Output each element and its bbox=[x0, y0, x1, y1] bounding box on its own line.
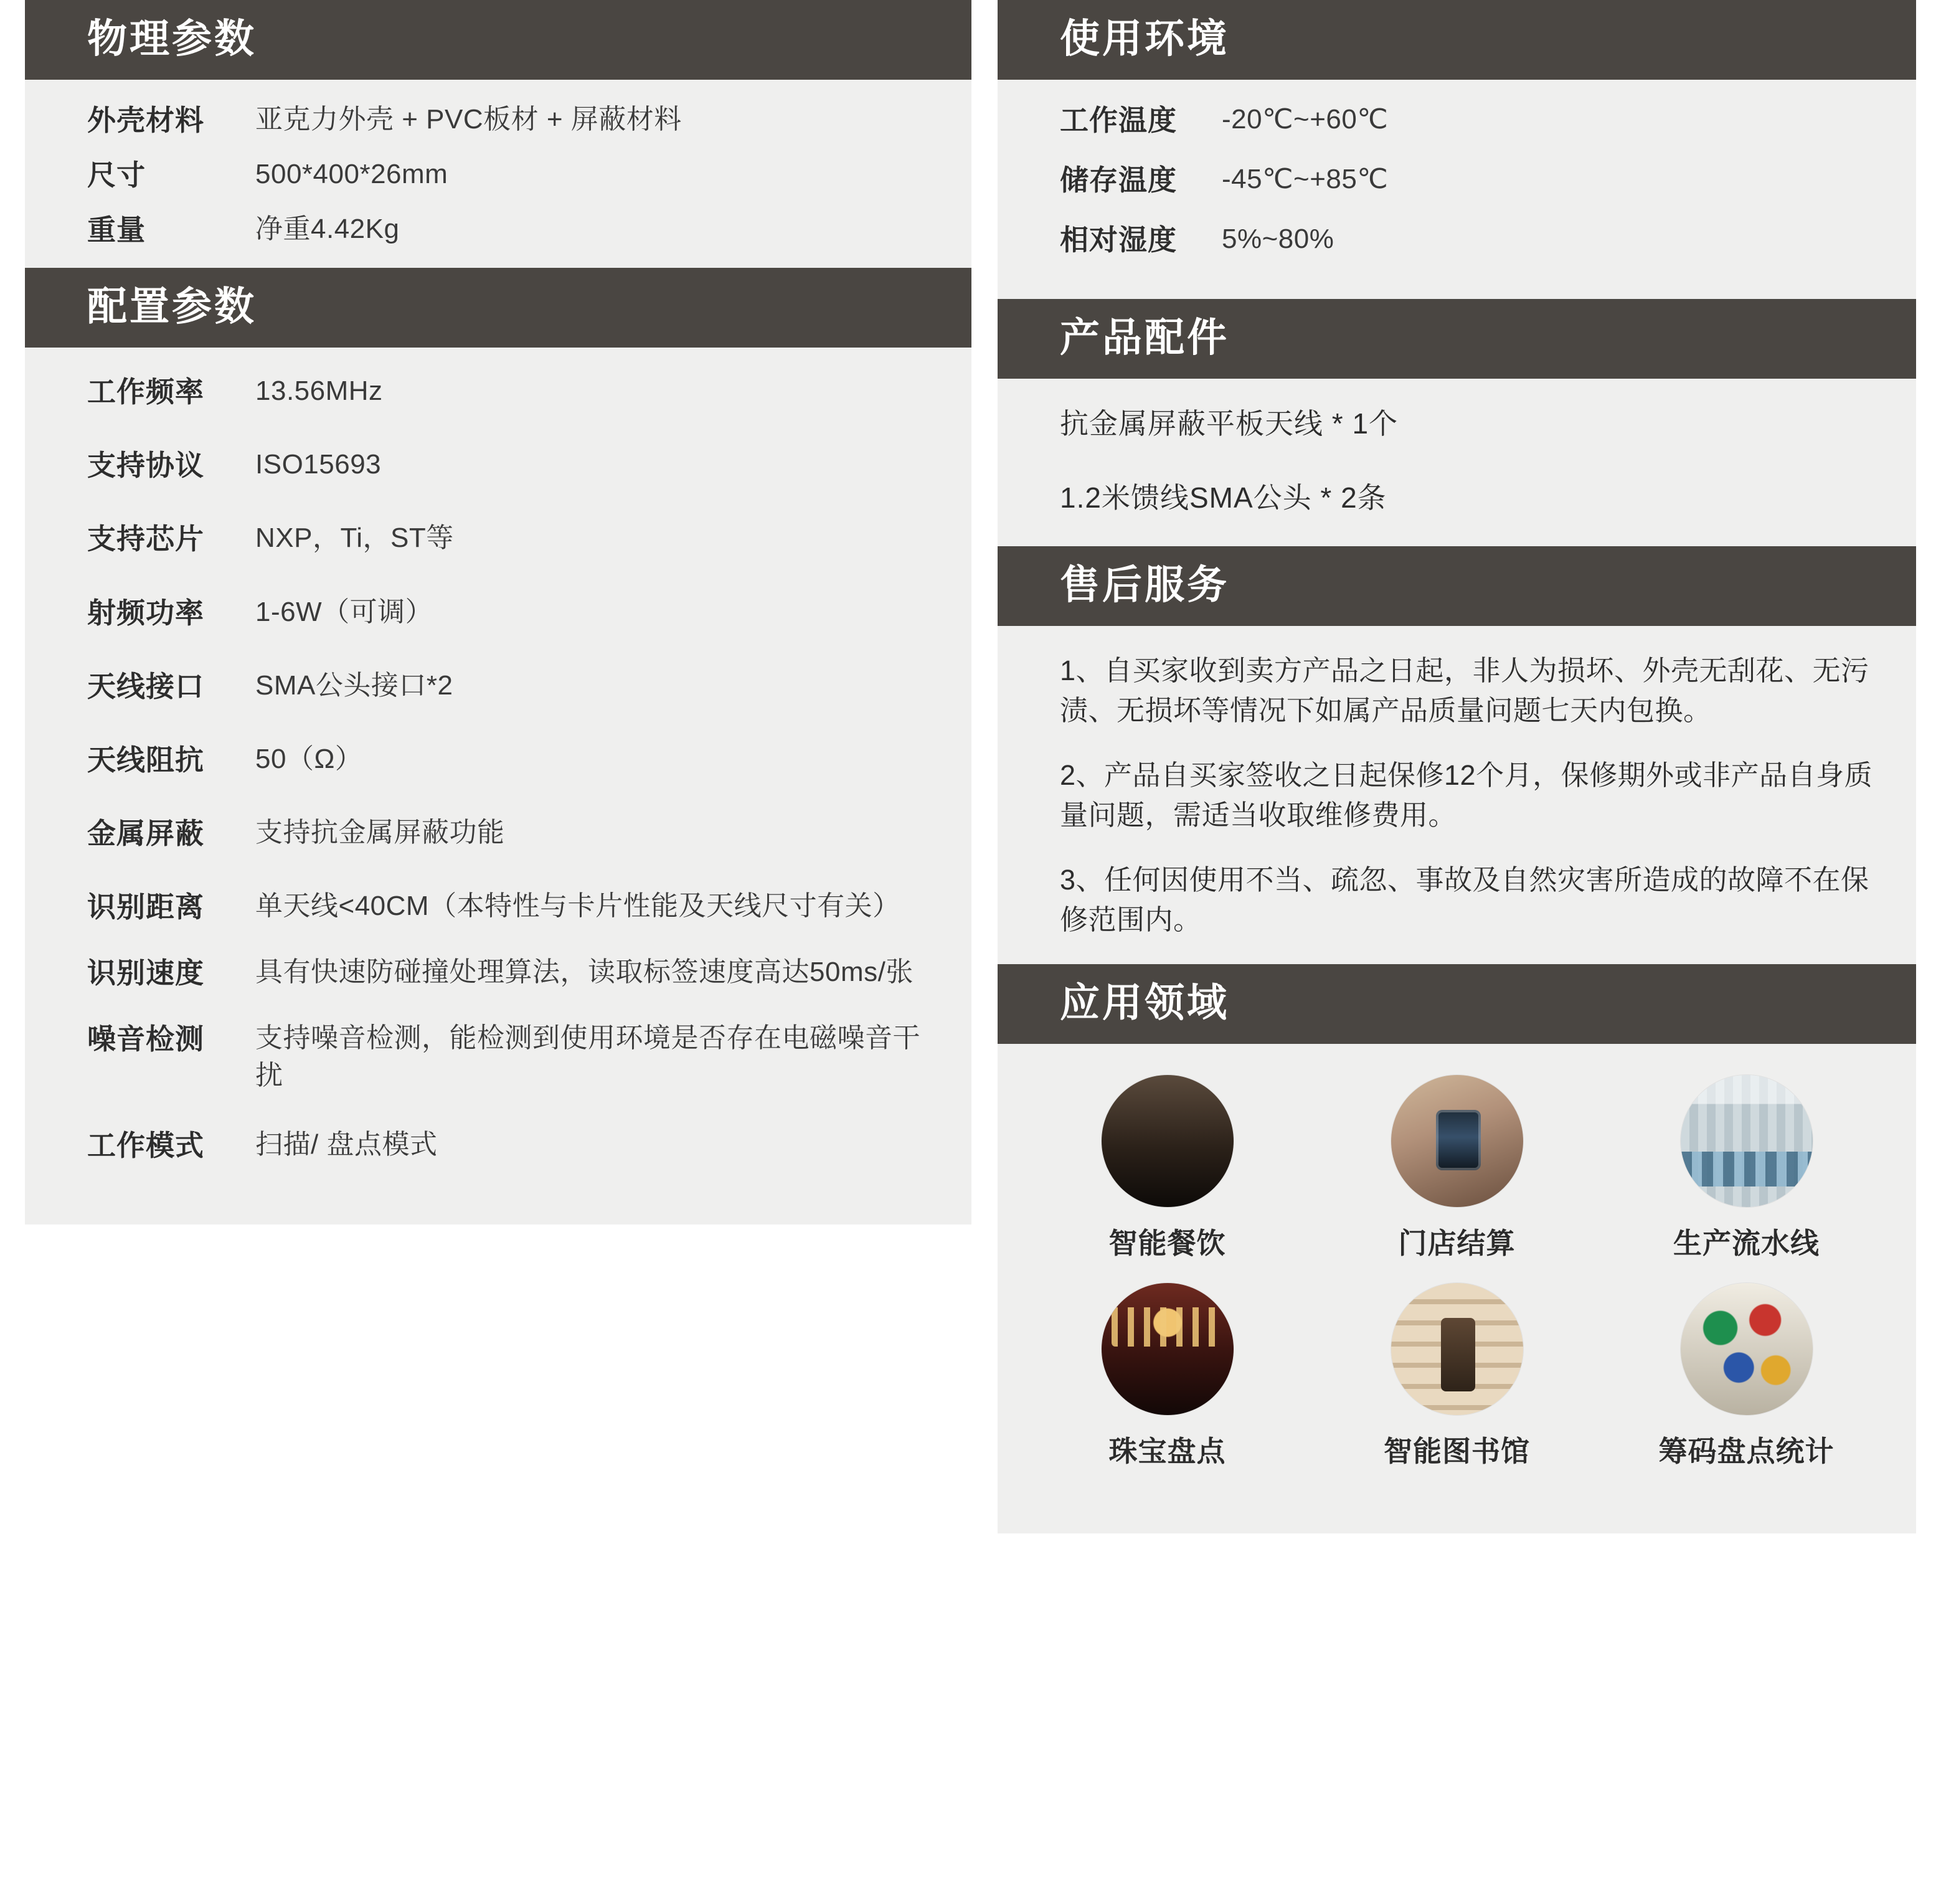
application-item bbox=[1602, 1283, 1891, 1470]
spec-row bbox=[1060, 101, 1879, 140]
spec-row bbox=[87, 667, 934, 706]
service-paragraph: 3、任何因使用不当、疏忽、事故及自然灾害所造成的故障不在保修范围内。 bbox=[1060, 863, 1869, 935]
production-line-photo bbox=[1681, 1075, 1813, 1207]
application-caption: 智能图书馆 bbox=[1384, 1435, 1530, 1468]
chip-counting-photo bbox=[1681, 1283, 1813, 1415]
spec-label: 金属屏蔽 bbox=[87, 817, 204, 850]
spec-value: -20℃~+60℃ bbox=[1222, 104, 1389, 135]
spec-value: 扫描/ 盘点模式 bbox=[255, 1129, 438, 1160]
application-item bbox=[1022, 1283, 1312, 1470]
spec-row bbox=[87, 1126, 934, 1165]
section-body-physical bbox=[25, 80, 971, 268]
spec-label: 外壳材料 bbox=[87, 104, 204, 136]
spec-value: 5%~80% bbox=[1222, 224, 1334, 255]
spec-value: -45℃~+85℃ bbox=[1222, 164, 1389, 195]
spec-label: 尺寸 bbox=[87, 159, 146, 192]
spec-label: 天线阻抗 bbox=[87, 743, 204, 776]
spec-row bbox=[87, 372, 934, 411]
spec-row bbox=[87, 888, 934, 926]
spec-label: 支持协议 bbox=[87, 449, 204, 482]
application-caption: 珠宝盘点 bbox=[1108, 1435, 1226, 1468]
store-checkout-photo bbox=[1391, 1075, 1523, 1207]
application-caption: 筹码盘点统计 bbox=[1658, 1435, 1835, 1468]
section-header-config: 配置参数 bbox=[25, 268, 971, 348]
spec-value: 13.56MHz bbox=[255, 376, 383, 407]
application-item bbox=[1312, 1283, 1602, 1470]
spec-row bbox=[87, 954, 934, 992]
section-body-accessories bbox=[998, 379, 1916, 546]
spec-label: 射频功率 bbox=[87, 596, 204, 629]
service-paragraph: 2、产品自买家签收之日起保修12个月，保修期外或非产品自身质量问题，需适当收取维修费用。 bbox=[1060, 759, 1873, 831]
spec-row bbox=[1060, 220, 1879, 259]
section-header-applications: 应用领域 bbox=[998, 964, 1916, 1044]
spacer bbox=[87, 1110, 934, 1126]
application-item bbox=[1312, 1075, 1602, 1262]
section-header-service: 售后服务 bbox=[998, 546, 1916, 626]
spec-value: 1-6W（可调） bbox=[255, 596, 433, 627]
accessory-item: 1.2米馈线SMA公头 * 2条 bbox=[1060, 481, 1387, 514]
service-paragraph: 1、自买家收到卖方产品之日起，非人为损坏、外壳无刮花、无污渍、无损坏等情况下如属产品质量问题七天内包换。 bbox=[1060, 655, 1869, 726]
spec-row bbox=[87, 101, 934, 140]
application-caption: 生产流水线 bbox=[1673, 1227, 1820, 1260]
section-body-service bbox=[998, 626, 1916, 964]
application-caption: 智能餐饮 bbox=[1108, 1227, 1226, 1260]
panel-bottom-padding bbox=[25, 1190, 971, 1224]
spec-label: 重量 bbox=[87, 214, 146, 247]
spec-label: 识别速度 bbox=[87, 957, 204, 990]
left-column bbox=[25, 0, 971, 1904]
spec-value: SMA公头接口*2 bbox=[255, 670, 453, 701]
section-header-physical: 物理参数 bbox=[25, 0, 971, 80]
application-caption: 门店结算 bbox=[1398, 1227, 1516, 1260]
jewelry-inventory-photo bbox=[1102, 1283, 1234, 1415]
spec-label: 相对湿度 bbox=[1060, 224, 1177, 257]
restaurant-photo bbox=[1102, 1075, 1234, 1207]
spec-label: 储存温度 bbox=[1060, 164, 1177, 197]
spec-label: 工作模式 bbox=[87, 1129, 204, 1162]
spec-row bbox=[87, 814, 934, 853]
spec-row bbox=[87, 594, 934, 632]
spec-value: ISO15693 bbox=[255, 449, 382, 480]
spec-row bbox=[87, 519, 934, 558]
spec-row bbox=[87, 156, 934, 194]
spec-value: 具有快速防碰撞处理算法，读取标签速度高达50ms/张 bbox=[255, 957, 914, 988]
application-item bbox=[1602, 1075, 1891, 1262]
right-column bbox=[998, 0, 1916, 1904]
section-body-environment bbox=[998, 80, 1916, 299]
spec-label: 工作温度 bbox=[1060, 104, 1177, 136]
spec-label: 工作频率 bbox=[87, 376, 204, 409]
spec-row bbox=[87, 211, 934, 249]
spacer bbox=[87, 1008, 934, 1020]
spec-value: 500*400*26mm bbox=[255, 159, 448, 190]
smart-library-photo bbox=[1391, 1283, 1523, 1415]
spec-value: 支持噪音检测，能检测到使用环境是否存在电磁噪音干扰 bbox=[255, 1023, 920, 1091]
application-item bbox=[1022, 1075, 1312, 1262]
panel-bottom-padding bbox=[998, 1499, 1916, 1533]
spec-label: 识别距离 bbox=[87, 890, 204, 923]
spec-label: 噪音检测 bbox=[87, 1023, 204, 1056]
section-body-config bbox=[25, 348, 971, 1190]
spec-label: 支持芯片 bbox=[87, 523, 204, 556]
spec-row bbox=[87, 1020, 934, 1094]
spec-value: 单天线<40CM（本特性与卡片性能及天线尺寸有关） bbox=[255, 890, 900, 921]
spec-value: 支持抗金属屏蔽功能 bbox=[255, 817, 505, 848]
spec-value: 净重4.42Kg bbox=[255, 214, 400, 245]
spec-value: NXP，Ti，ST等 bbox=[255, 523, 454, 554]
spec-row bbox=[1060, 161, 1879, 199]
spec-value: 亚克力外壳 + PVC板材 + 屏蔽材料 bbox=[255, 104, 682, 135]
spec-label: 天线接口 bbox=[87, 670, 204, 703]
accessory-item: 抗金属屏蔽平板天线 * 1个 bbox=[1060, 407, 1399, 440]
section-body-applications bbox=[998, 1044, 1916, 1499]
spec-row bbox=[87, 741, 934, 779]
spacer bbox=[87, 942, 934, 954]
section-header-environment: 使用环境 bbox=[998, 0, 1916, 80]
spec-value: 50（Ω） bbox=[255, 743, 363, 774]
section-header-accessories: 产品配件 bbox=[998, 299, 1916, 379]
spec-row bbox=[87, 446, 934, 485]
application-grid bbox=[1022, 1075, 1891, 1470]
